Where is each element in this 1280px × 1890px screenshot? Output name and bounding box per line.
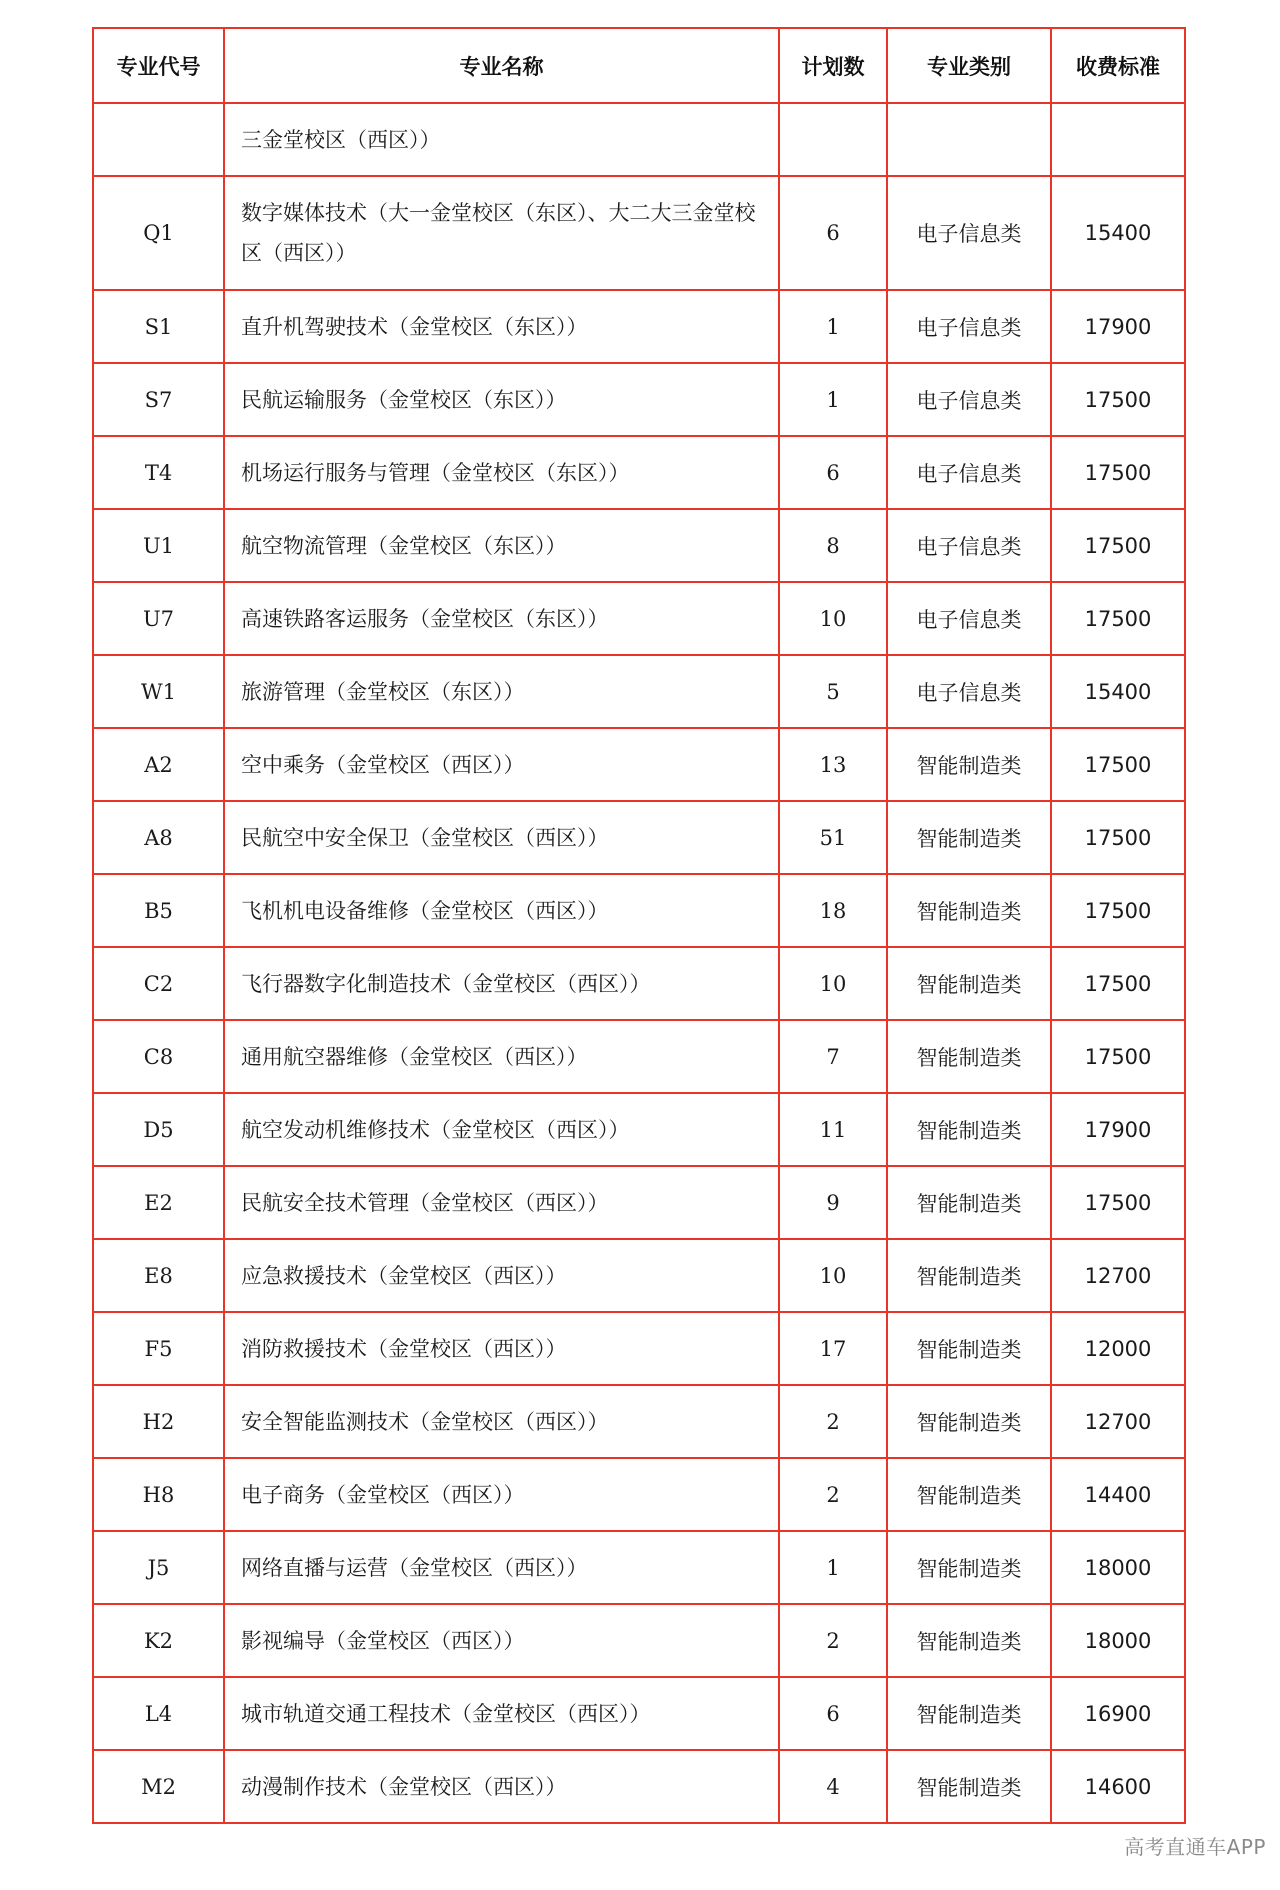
header-type: 专业类别 <box>887 28 1051 103</box>
cell-fee: 12700 <box>1051 1239 1185 1312</box>
cell-plan: 6 <box>779 176 887 290</box>
cell-name: 高速铁路客运服务（金堂校区（东区）） <box>224 582 779 655</box>
cell-code <box>93 103 224 176</box>
cell-code: S7 <box>93 363 224 436</box>
cell-code: A8 <box>93 801 224 874</box>
header-name: 专业名称 <box>224 28 779 103</box>
table-row <box>93 1312 1185 1385</box>
header-fee: 收费标准 <box>1051 28 1185 103</box>
cell-code: U1 <box>93 509 224 582</box>
cell-type: 智能制造类 <box>887 1750 1051 1823</box>
cell-plan: 6 <box>779 436 887 509</box>
cell-plan: 1 <box>779 290 887 363</box>
cell-plan: 2 <box>779 1604 887 1677</box>
cell-type: 智能制造类 <box>887 1458 1051 1531</box>
cell-name: 空中乘务（金堂校区（西区）） <box>224 728 779 801</box>
cell-code: T4 <box>93 436 224 509</box>
cell-type: 智能制造类 <box>887 1312 1051 1385</box>
table-body <box>93 103 1185 1823</box>
cell-fee: 17900 <box>1051 1093 1185 1166</box>
cell-fee: 17500 <box>1051 801 1185 874</box>
cell-plan <box>779 103 887 176</box>
table-row <box>93 655 1185 728</box>
cell-code: U7 <box>93 582 224 655</box>
cell-type: 智能制造类 <box>887 1020 1051 1093</box>
cell-code: M2 <box>93 1750 224 1823</box>
cell-name: 安全智能监测技术（金堂校区（西区）） <box>224 1385 779 1458</box>
cell-plan: 4 <box>779 1750 887 1823</box>
cell-name: 网络直播与运营（金堂校区（西区）） <box>224 1531 779 1604</box>
cell-type: 智能制造类 <box>887 1385 1051 1458</box>
cell-type: 电子信息类 <box>887 655 1051 728</box>
cell-name: 飞行器数字化制造技术（金堂校区（西区）） <box>224 947 779 1020</box>
cell-plan: 17 <box>779 1312 887 1385</box>
cell-type: 电子信息类 <box>887 436 1051 509</box>
table-row <box>93 1093 1185 1166</box>
cell-code: S1 <box>93 290 224 363</box>
table-header <box>93 28 1185 103</box>
header-row <box>93 28 1185 103</box>
cell-name: 消防救援技术（金堂校区（西区）） <box>224 1312 779 1385</box>
cell-name: 通用航空器维修（金堂校区（西区）） <box>224 1020 779 1093</box>
cell-plan: 13 <box>779 728 887 801</box>
cell-name: 航空发动机维修技术（金堂校区（西区）） <box>224 1093 779 1166</box>
table-row <box>93 1020 1185 1093</box>
cell-plan: 6 <box>779 1677 887 1750</box>
cell-type: 电子信息类 <box>887 176 1051 290</box>
cell-fee: 16900 <box>1051 1677 1185 1750</box>
cell-code: E2 <box>93 1166 224 1239</box>
table-row <box>93 947 1185 1020</box>
cell-type: 电子信息类 <box>887 582 1051 655</box>
cell-code: W1 <box>93 655 224 728</box>
cell-name: 三金堂校区（西区）） <box>224 103 779 176</box>
table-row <box>93 290 1185 363</box>
cell-type: 智能制造类 <box>887 801 1051 874</box>
cell-fee: 12700 <box>1051 1385 1185 1458</box>
cell-name: 机场运行服务与管理（金堂校区（东区）） <box>224 436 779 509</box>
table-row <box>93 1604 1185 1677</box>
cell-plan: 10 <box>779 947 887 1020</box>
table-row <box>93 1166 1185 1239</box>
cell-fee: 15400 <box>1051 655 1185 728</box>
cell-code: Q1 <box>93 176 224 290</box>
cell-type: 电子信息类 <box>887 509 1051 582</box>
cell-code: D5 <box>93 1093 224 1166</box>
cell-type: 智能制造类 <box>887 728 1051 801</box>
cell-code: J5 <box>93 1531 224 1604</box>
cell-plan: 18 <box>779 874 887 947</box>
cell-type: 智能制造类 <box>887 947 1051 1020</box>
cell-type: 智能制造类 <box>887 1604 1051 1677</box>
table-row <box>93 436 1185 509</box>
cell-plan: 8 <box>779 509 887 582</box>
cell-code: A2 <box>93 728 224 801</box>
cell-fee: 17500 <box>1051 728 1185 801</box>
cell-name: 民航安全技术管理（金堂校区（西区）） <box>224 1166 779 1239</box>
table-row <box>93 1239 1185 1312</box>
cell-fee: 17500 <box>1051 1166 1185 1239</box>
cell-type: 智能制造类 <box>887 1239 1051 1312</box>
cell-fee: 17500 <box>1051 509 1185 582</box>
cell-fee: 17500 <box>1051 363 1185 436</box>
table-row <box>93 874 1185 947</box>
cell-type: 智能制造类 <box>887 1677 1051 1750</box>
cell-name: 动漫制作技术（金堂校区（西区）） <box>224 1750 779 1823</box>
cell-fee: 18000 <box>1051 1604 1185 1677</box>
cell-plan: 7 <box>779 1020 887 1093</box>
table-row <box>93 1677 1185 1750</box>
table-row <box>93 363 1185 436</box>
cell-type: 电子信息类 <box>887 290 1051 363</box>
cell-name: 直升机驾驶技术（金堂校区（东区）） <box>224 290 779 363</box>
cell-name: 飞机机电设备维修（金堂校区（西区）） <box>224 874 779 947</box>
cell-code: H2 <box>93 1385 224 1458</box>
table-row <box>93 582 1185 655</box>
cell-name: 民航空中安全保卫（金堂校区（西区）） <box>224 801 779 874</box>
cell-type: 电子信息类 <box>887 363 1051 436</box>
cell-code: K2 <box>93 1604 224 1677</box>
cell-type: 智能制造类 <box>887 874 1051 947</box>
cell-name: 民航运输服务（金堂校区（东区）） <box>224 363 779 436</box>
cell-name: 数字媒体技术（大一金堂校区（东区）、大二大三金堂校区（西区）） <box>224 176 779 290</box>
table-row <box>93 1385 1185 1458</box>
cell-fee: 17500 <box>1051 1020 1185 1093</box>
cell-plan: 10 <box>779 1239 887 1312</box>
cell-fee: 17500 <box>1051 582 1185 655</box>
cell-plan: 1 <box>779 1531 887 1604</box>
cell-code: B5 <box>93 874 224 947</box>
cell-fee: 14600 <box>1051 1750 1185 1823</box>
header-plan: 计划数 <box>779 28 887 103</box>
cell-code: C2 <box>93 947 224 1020</box>
cell-plan: 51 <box>779 801 887 874</box>
cell-type: 智能制造类 <box>887 1093 1051 1166</box>
cell-code: E8 <box>93 1239 224 1312</box>
cell-fee: 15400 <box>1051 176 1185 290</box>
cell-plan: 11 <box>779 1093 887 1166</box>
cell-fee: 12000 <box>1051 1312 1185 1385</box>
cell-name: 影视编导（金堂校区（西区）） <box>224 1604 779 1677</box>
cell-name: 电子商务（金堂校区（西区）） <box>224 1458 779 1531</box>
cell-code: H8 <box>93 1458 224 1531</box>
table-row <box>93 509 1185 582</box>
cell-fee: 17500 <box>1051 874 1185 947</box>
table-row <box>93 1458 1185 1531</box>
cell-name: 航空物流管理（金堂校区（东区）） <box>224 509 779 582</box>
table-row <box>93 1750 1185 1823</box>
cell-code: F5 <box>93 1312 224 1385</box>
cell-fee: 14400 <box>1051 1458 1185 1531</box>
table-row <box>93 728 1185 801</box>
cell-type <box>887 103 1051 176</box>
table-row <box>93 1531 1185 1604</box>
cell-plan: 5 <box>779 655 887 728</box>
cell-fee: 17500 <box>1051 947 1185 1020</box>
cell-plan: 2 <box>779 1385 887 1458</box>
watermark-text: 高考直通车APP <box>1124 1835 1266 1859</box>
table-row <box>93 103 1185 176</box>
cell-fee: 17500 <box>1051 436 1185 509</box>
table-row <box>93 801 1185 874</box>
cell-plan: 2 <box>779 1458 887 1531</box>
cell-plan: 1 <box>779 363 887 436</box>
cell-fee: 18000 <box>1051 1531 1185 1604</box>
cell-name: 旅游管理（金堂校区（东区）） <box>224 655 779 728</box>
cell-name: 应急救援技术（金堂校区（西区）） <box>224 1239 779 1312</box>
cell-fee <box>1051 103 1185 176</box>
header-code: 专业代号 <box>93 28 224 103</box>
cell-plan: 9 <box>779 1166 887 1239</box>
cell-code: C8 <box>93 1020 224 1093</box>
cell-type: 智能制造类 <box>887 1531 1051 1604</box>
cell-name: 城市轨道交通工程技术（金堂校区（西区）） <box>224 1677 779 1750</box>
cell-type: 智能制造类 <box>887 1166 1051 1239</box>
majors-table <box>92 27 1186 1824</box>
cell-fee: 17900 <box>1051 290 1185 363</box>
table-row <box>93 176 1185 290</box>
cell-code: L4 <box>93 1677 224 1750</box>
cell-plan: 10 <box>779 582 887 655</box>
